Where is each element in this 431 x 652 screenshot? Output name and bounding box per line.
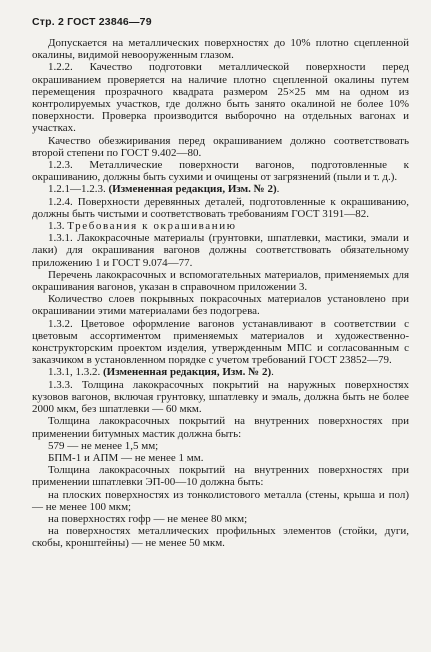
paragraph: Количество слоев покрывных покрасочных материалов установлено при окрашивании этими материалами без подогрева. bbox=[32, 293, 409, 318]
amendment-note bbox=[32, 183, 409, 195]
list-item: 579 — не менее 1,5 мм; bbox=[48, 439, 159, 452]
amendment-punct: . bbox=[271, 366, 274, 379]
section-number: 1.3. bbox=[48, 220, 68, 233]
amendment-note bbox=[32, 366, 409, 378]
paragraph: Качество обезжиривания перед окрашиванием должно соответствовать второй степени по ГОСТ 9.402—80. bbox=[32, 134, 409, 159]
amendment-ref: 1.2.1—1.2.3. bbox=[48, 183, 109, 196]
paragraph: Толщина лакокрасочных покрытий на внутренних поверхностях при применении битумных мастик должна быть: bbox=[32, 415, 409, 440]
paragraph: Допускается на металлических поверхностях до 10% плотно сцепленной окалины, видимой невооруженным глазом. bbox=[32, 37, 409, 62]
section-heading bbox=[32, 220, 409, 232]
amendment-text: (Измененная редакция, Изм. № 2) bbox=[103, 366, 272, 379]
list-item: на поверхностях гофр — не менее 80 мкм; bbox=[48, 512, 248, 525]
list-item: БПМ-1 и АПМ — не менее 1 мм. bbox=[48, 451, 204, 464]
document-body bbox=[32, 37, 409, 550]
paragraph: Перечень лакокрасочных и вспомогательных материалов, применяемых для окрашивания вагонов, указан в справочном приложении 3. bbox=[32, 268, 409, 294]
paragraph: 1.3.3. Толщина лакокрасочных покрытий на наружных поверхностях кузовов вагонов, включая грунтовку, шпатлевку и эмаль, должна быть не более 2000 мкм, без шпатлевки — 60 мкм. bbox=[32, 378, 409, 416]
paragraph: 1.3.1. Лакокрасочные материалы (грунтовки, шпатлевки, мастики, эмали и лаки) для окрашивания вагонов должны соответствовать обязательному приложению 1 и ГОСТ 9.074—77. bbox=[32, 232, 409, 269]
list-item: на плоских поверхностях из тонколистового металла (стены, крыша и пол) — не менее 100 мкм; bbox=[32, 488, 409, 513]
list-item: на поверхностях металлических профильных элементов (стойки, дуги, скобы, кронштейны) — не менее 50 мкм. bbox=[32, 525, 409, 550]
amendment-text: (Измененная редакция, Изм. № 2) bbox=[108, 183, 277, 196]
paragraph: 1.2.2. Качество подготовки металлической поверхности перед окрашиванием проверяется на наличие плотно сцепленной окалины путем перемещения прозрачного квадрата размером 25×25 мм на одном из контролируемых участков, где должно быть занято окалиной не более 10% поверхности. Проверка производится выборочно на отдельных вагонах и участках. bbox=[32, 61, 409, 135]
paragraph: 1.3.2. Цветовое оформление вагонов устанавливают в соответствии с цветовым ассортиментом применяемых материалов и художественно-конструкторским проектом изделия, утвержденным МПС и согласованным с заказчиком в установленном порядке с учетом требований ГОСТ 23852—79. bbox=[32, 317, 409, 367]
section-title: Требования к окрашиванию bbox=[67, 220, 237, 233]
paragraph: 1.2.3. Металлические поверхности вагонов, подготовленные к окрашиванию, должны быть сухими и очищены от загрязнений (пыли и т. д.). bbox=[32, 159, 409, 184]
page-header: Стр. 2 ГОСТ 23846—79 bbox=[32, 16, 152, 28]
paragraph: 1.2.4. Поверхности деревянных деталей, подготовленные к окрашиванию, должны быть чистыми и соответствовать требованиям ГОСТ 3191—82. bbox=[32, 195, 409, 220]
amendment-ref: 1.3.1, 1.3.2. bbox=[48, 366, 103, 379]
paragraph: Толщина лакокрасочных покрытий на внутренних поверхностях при применении шпатлевки ЭП-00—10 должна быть: bbox=[32, 464, 409, 489]
amendment-punct: . bbox=[276, 183, 280, 196]
